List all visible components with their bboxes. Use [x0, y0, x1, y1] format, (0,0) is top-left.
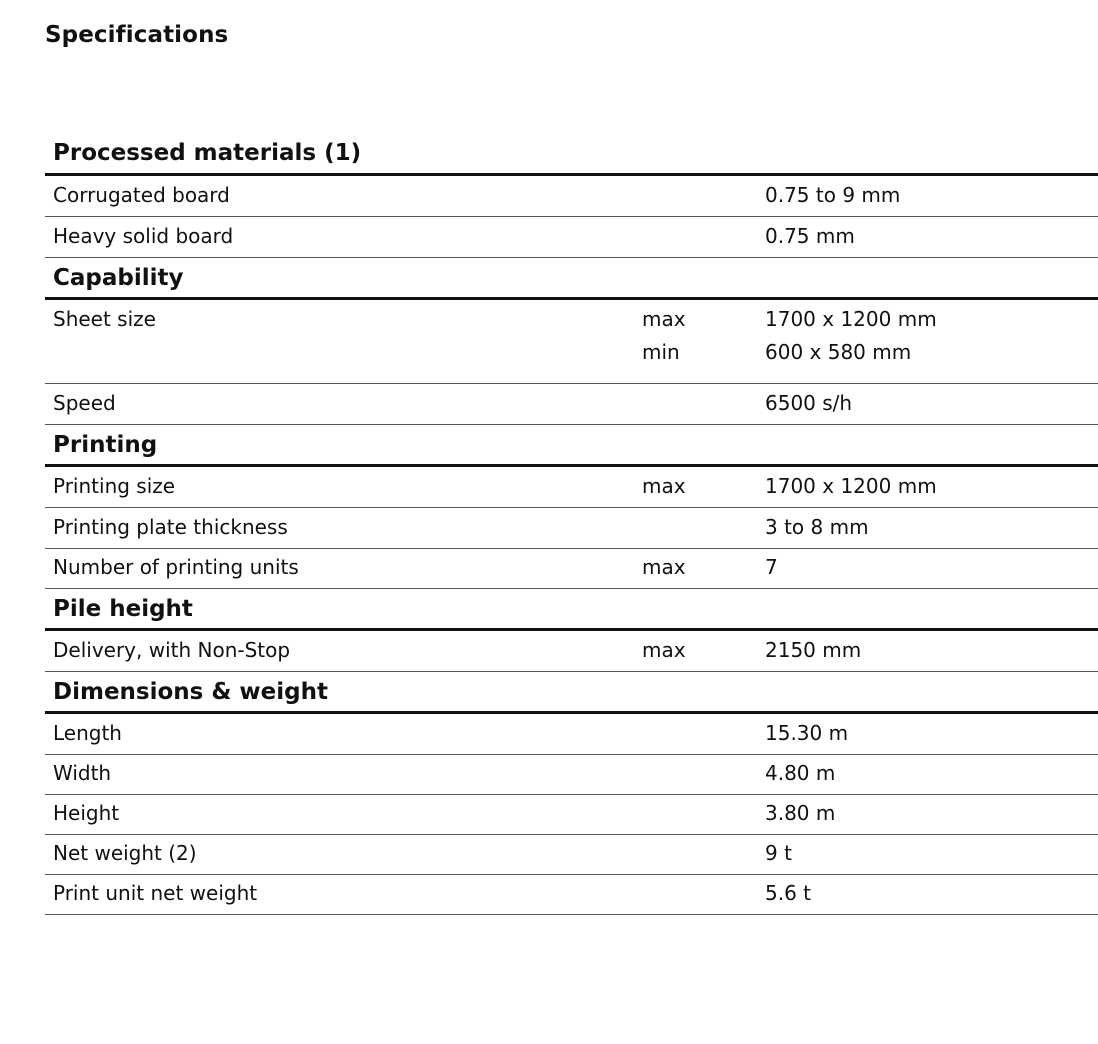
spec-label: Net weight (2): [53, 841, 197, 865]
spec-row-delivery-non-stop: [45, 631, 1098, 672]
spec-label: Print unit net weight: [53, 881, 258, 905]
spec-table: [45, 133, 1098, 915]
spec-row-printing-plate-thickness: [45, 508, 1098, 549]
spec-row-number-of-printing-units: [45, 549, 1098, 589]
section-heading-capability: Capability: [45, 258, 1098, 300]
spec-value: 3.80 m: [765, 801, 836, 825]
spec-label: Height: [53, 801, 120, 825]
spec-label: Length: [53, 721, 122, 745]
spec-label: Heavy solid board: [53, 224, 234, 248]
spec-qualifier: max: [642, 638, 686, 662]
spec-value: 1700 x 1200 mm: [765, 474, 937, 498]
spec-value-max: 1700 x 1200 mm: [765, 307, 937, 331]
spec-row-length: [45, 714, 1098, 755]
spec-row-corrugated-board: [45, 176, 1098, 217]
spec-value: 5.6 t: [765, 881, 812, 905]
spec-value: 3 to 8 mm: [765, 515, 869, 539]
section-heading-dimensions-weight: Dimensions & weight: [45, 672, 1098, 714]
section-heading-printing: Printing: [45, 425, 1098, 467]
spec-label: Corrugated board: [53, 183, 230, 207]
spec-value: 6500 s/h: [765, 391, 853, 415]
spec-qualifier: max: [642, 474, 686, 498]
spec-value: 0.75 mm: [765, 224, 855, 248]
spec-value: 2150 mm: [765, 638, 862, 662]
spec-value: 4.80 m: [765, 761, 836, 785]
spec-label: Width: [53, 761, 112, 785]
spec-row-print-unit-net-weight: [45, 875, 1098, 915]
spec-label: Sheet size: [53, 307, 156, 331]
spec-row-net-weight: [45, 835, 1098, 875]
spec-qualifier-min: min: [642, 340, 680, 364]
spec-label: Number of printing units: [53, 555, 299, 579]
spec-row-width: [45, 755, 1098, 795]
spec-row-speed: [45, 384, 1098, 425]
spec-label: Speed: [53, 391, 116, 415]
spec-value: 9 t: [765, 841, 792, 865]
spec-row-heavy-solid-board: [45, 217, 1098, 258]
spec-value: 7: [765, 555, 778, 579]
spec-label: Delivery, with Non-Stop: [53, 638, 291, 662]
section-heading-processed-materials: Processed materials (1): [45, 133, 1098, 176]
spec-label: Printing plate thickness: [53, 515, 288, 539]
spec-value-min: 600 x 580 mm: [765, 340, 912, 364]
spec-row-printing-size: [45, 467, 1098, 508]
spec-row-sheet-size: [45, 300, 1098, 384]
spec-label: Printing size: [53, 474, 176, 498]
page-title: Specifications: [45, 22, 229, 48]
spec-value: 0.75 to 9 mm: [765, 183, 901, 207]
spec-qualifier-max: max: [642, 307, 686, 331]
spec-qualifier: max: [642, 555, 686, 579]
section-heading-pile-height: Pile height: [45, 589, 1098, 631]
spec-row-height: [45, 795, 1098, 835]
spec-value: 15.30 m: [765, 721, 849, 745]
